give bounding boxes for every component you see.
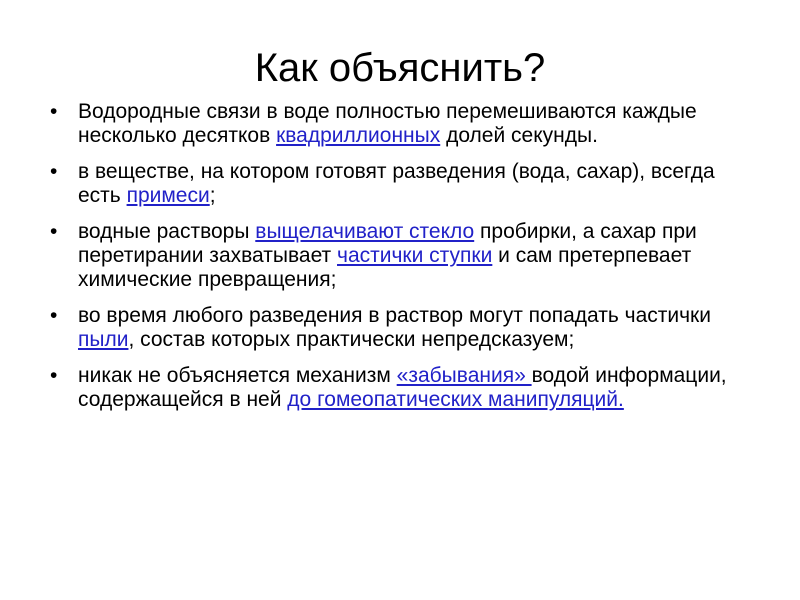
bullet-item-impurities <box>50 160 750 208</box>
link-leach-glass[interactable]: выщелачивают стекло <box>255 220 475 243</box>
bullet-text: долей секунды. <box>440 124 598 147</box>
bullet-item-forgetting <box>50 364 750 412</box>
link-mortar-particles[interactable]: частички ступки <box>337 244 493 267</box>
link-quadrillionths[interactable]: квадриллионных <box>276 124 441 147</box>
bullet-text: пробирки, а сахар при перетирании захватывает <box>78 220 697 267</box>
bullet-text: Водородные связи в воде полностью перемешиваются каждые несколько десятков <box>78 100 697 147</box>
bullet-icon: • <box>50 304 58 327</box>
bullet-icon: • <box>50 220 58 243</box>
link-dust[interactable]: пыли <box>78 328 129 351</box>
bullet-text: водные растворы <box>78 220 256 243</box>
slide-title: Как объяснить? <box>254 46 546 90</box>
bullet-text: никак не объясняется механизм <box>78 364 397 387</box>
bullet-item-leaching <box>50 220 750 292</box>
link-homeopathic-manipulations[interactable]: до гомеопатических манипуляций. <box>287 388 624 411</box>
bullet-item-dust <box>50 304 750 352</box>
bullet-icon: • <box>50 100 58 123</box>
bullet-text: , состав которых практически непредсказуем; <box>128 328 575 351</box>
bullet-item-hydrogen-bonds <box>50 100 750 148</box>
bullet-text: ; <box>209 184 216 207</box>
bullet-icon: • <box>50 364 58 387</box>
bullet-text: водой информации, содержащейся в ней <box>78 364 727 411</box>
bullet-text: в веществе, на котором готовят разведения (вода, сахар), всегда есть <box>78 160 715 207</box>
bullet-text: во время любого разведения в раствор могут попадать частички <box>78 304 711 327</box>
link-forgetting[interactable]: «забывания» <box>396 364 532 387</box>
bullet-list <box>50 100 750 424</box>
bullet-text: и сам претерпевает химические превращения; <box>78 244 692 291</box>
bullet-icon: • <box>50 160 58 183</box>
link-impurities[interactable]: примеси <box>126 184 210 207</box>
